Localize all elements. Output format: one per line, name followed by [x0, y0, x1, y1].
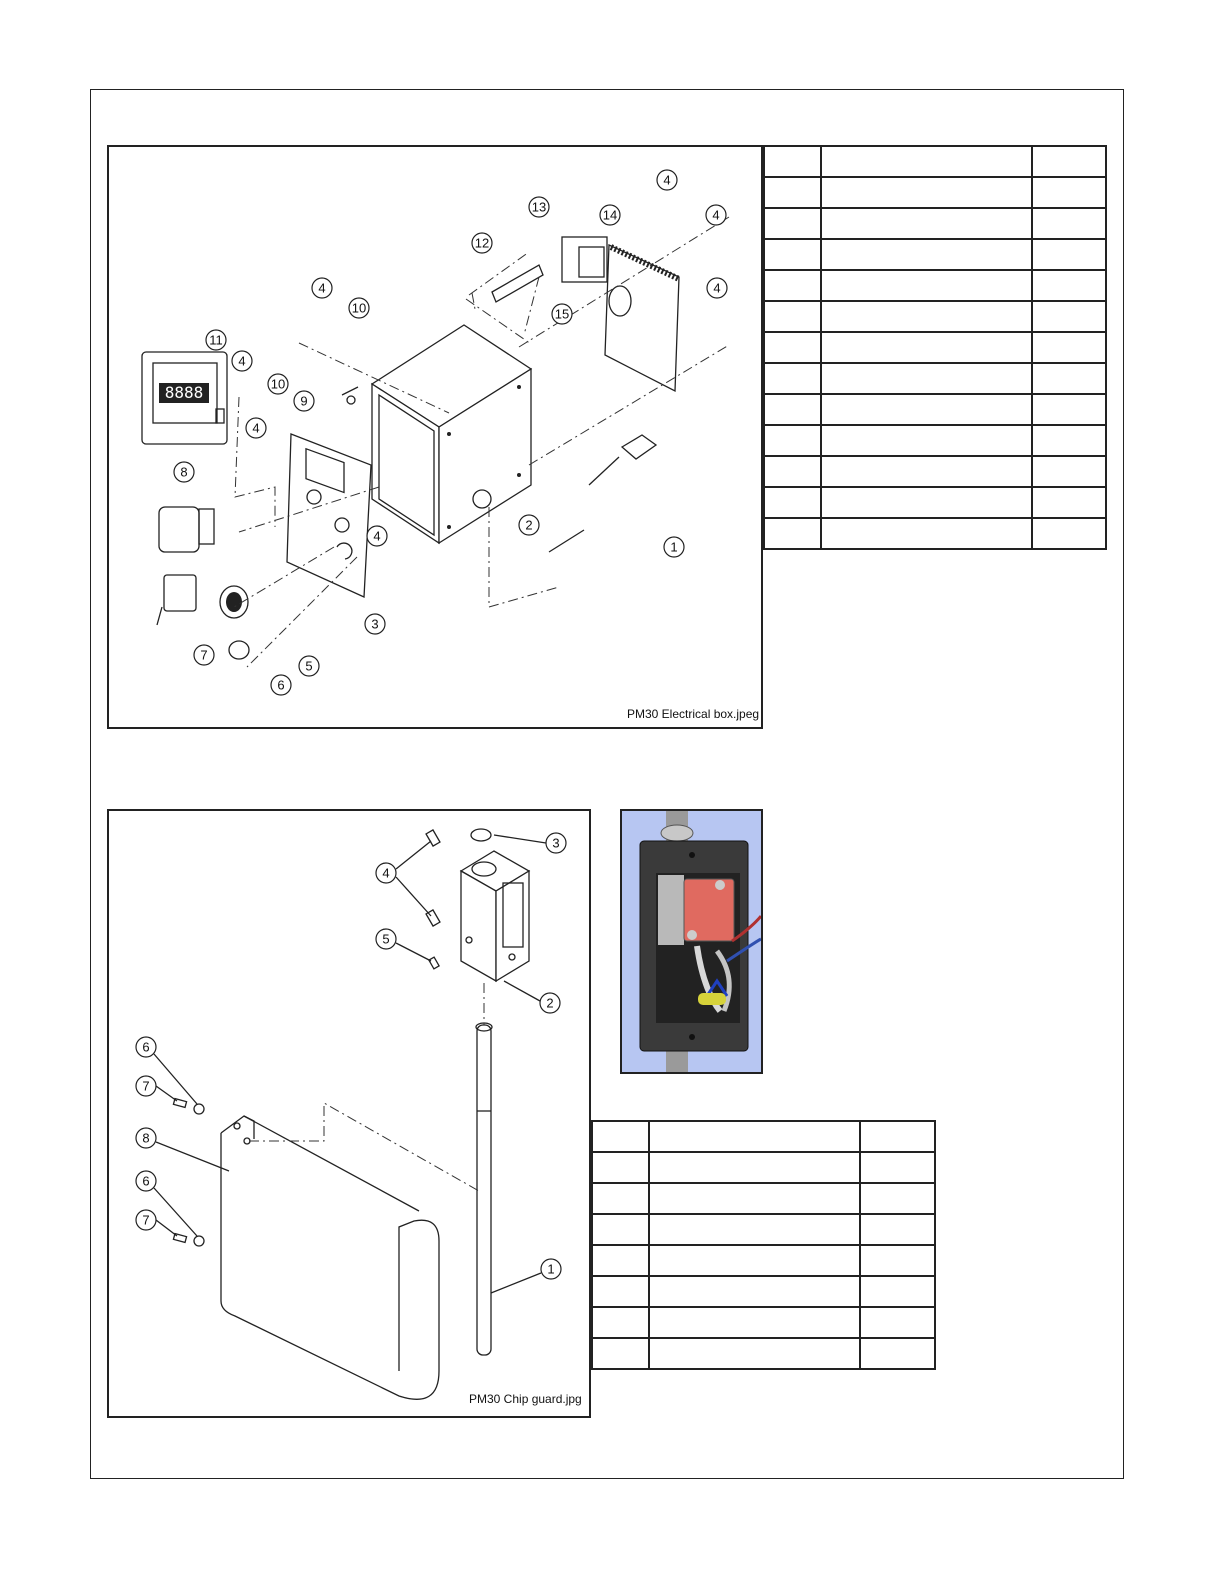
electrical-box-caption: PM30 Electrical box.jpeg: [627, 707, 760, 721]
chip-guard-parts-cell: [860, 1276, 935, 1307]
svg-text:7: 7: [142, 1078, 150, 1094]
callout-9: [294, 391, 314, 411]
electrical-parts-row: [764, 456, 1106, 487]
chip-guard-parts-cell: [860, 1121, 935, 1152]
chip-guard-caption: PM30 Chip guard.jpg: [469, 1392, 582, 1406]
callout-2: [519, 515, 539, 535]
chip-guard-parts-cell: [649, 1338, 860, 1369]
callout-3: [546, 833, 566, 853]
assembly-lines: [249, 983, 484, 1191]
chip-guard-parts-cell: [860, 1338, 935, 1369]
electrical-parts-cell: [764, 332, 821, 363]
electrical-parts-cell: [821, 177, 1032, 208]
electrical-parts-row: [764, 146, 1106, 177]
callout-10b: [268, 374, 288, 394]
power-cord: [549, 435, 656, 552]
svg-text:11: 11: [209, 332, 223, 348]
callout-1: [541, 1259, 561, 1279]
svg-text:3: 3: [371, 616, 379, 632]
svg-text:4: 4: [382, 865, 390, 881]
chip-guard-parts-cell: [649, 1183, 860, 1214]
svg-text:6: 6: [142, 1039, 150, 1055]
electrical-parts-cell: [821, 270, 1032, 301]
electrical-parts-cell: [821, 208, 1032, 239]
callout-8: [136, 1128, 156, 1148]
callout-13: [529, 197, 549, 217]
chip-guard-parts-cell: [860, 1245, 935, 1276]
svg-text:15: 15: [554, 306, 570, 322]
callout-5: [299, 656, 319, 676]
svg-text:13: 13: [531, 199, 547, 215]
chip-guard-parts-cell: [649, 1276, 860, 1307]
electrical-parts-cell: [1032, 394, 1106, 425]
electrical-parts-cell: [821, 239, 1032, 270]
chip-guard-parts-cell: [592, 1245, 649, 1276]
callout-1: [664, 537, 684, 557]
electrical-parts-row: [764, 425, 1106, 456]
chip-guard-parts-cell: [649, 1307, 860, 1338]
callout-4b: [706, 205, 726, 225]
electrical-parts-cell: [821, 518, 1032, 549]
callout-12: [472, 233, 492, 253]
electrical-parts-row: [764, 394, 1106, 425]
electrical-parts-row: [764, 177, 1106, 208]
callout-4: [376, 863, 396, 883]
electrical-parts-cell: [1032, 270, 1106, 301]
chip-guard-parts-cell: [592, 1152, 649, 1183]
electrical-parts-cell: [821, 394, 1032, 425]
chip-guard-parts-row: [592, 1121, 935, 1152]
electrical-parts-cell: [764, 425, 821, 456]
callout-11: [206, 330, 226, 350]
chip-guard-parts-cell: [860, 1183, 935, 1214]
chip-guard-parts-cell: [649, 1245, 860, 1276]
svg-text:4: 4: [318, 280, 326, 296]
callout-4e: [232, 351, 252, 371]
electrical-parts-cell: [764, 239, 821, 270]
svg-text:4: 4: [713, 280, 721, 296]
chip-guard-parts-row: [592, 1152, 935, 1183]
electrical-parts-cell: [1032, 146, 1106, 177]
electrical-parts-cell: [1032, 177, 1106, 208]
chip-guard-parts-cell: [592, 1276, 649, 1307]
callout-6b: [136, 1171, 156, 1191]
electrical-parts-cell: [764, 363, 821, 394]
svg-text:1: 1: [670, 539, 678, 555]
electrical-parts-cell: [1032, 487, 1106, 518]
electrical-parts-cell: [821, 425, 1032, 456]
callout-4d: [312, 278, 332, 298]
svg-text:10: 10: [351, 300, 367, 316]
callout-3: [365, 614, 385, 634]
chip-guard-parts-cell: [649, 1121, 860, 1152]
chip-guard-parts-row: [592, 1214, 935, 1245]
chip-guard-parts-cell: [860, 1152, 935, 1183]
svg-text:8: 8: [142, 1130, 150, 1146]
svg-text:7: 7: [142, 1212, 150, 1228]
electrical-box-parts-table: [763, 145, 1107, 550]
switch-bracket: [426, 829, 529, 981]
electrical-parts-cell: [821, 332, 1032, 363]
electrical-parts-cell: [1032, 208, 1106, 239]
chip-guard-parts-row: [592, 1307, 935, 1338]
callout-4c: [707, 278, 727, 298]
svg-text:4: 4: [373, 528, 381, 544]
electrical-parts-cell: [764, 208, 821, 239]
chip-guard-parts-table: [591, 1120, 936, 1370]
electrical-parts-cell: [1032, 332, 1106, 363]
callout-8: [174, 462, 194, 482]
electrical-parts-cell: [821, 146, 1032, 177]
electrical-parts-cell: [764, 146, 821, 177]
svg-text:8888: 8888: [164, 383, 204, 402]
callout-4f: [246, 418, 266, 438]
chip-guard-parts-cell: [592, 1338, 649, 1369]
electrical-parts-cell: [1032, 456, 1106, 487]
callout-2: [540, 993, 560, 1013]
electrical-parts-cell: [821, 487, 1032, 518]
digital-display: [142, 352, 227, 444]
shaft-rod: [476, 1023, 492, 1355]
electrical-parts-row: [764, 270, 1106, 301]
callout-6: [271, 675, 291, 695]
electrical-parts-row: [764, 332, 1106, 363]
chip-guard-parts-cell: [860, 1214, 935, 1245]
electrical-parts-cell: [1032, 239, 1106, 270]
svg-text:8: 8: [180, 464, 188, 480]
chip-guard-parts-cell: [860, 1307, 935, 1338]
callout-7a: [136, 1076, 156, 1096]
electrical-parts-cell: [764, 301, 821, 332]
callout-7b: [136, 1210, 156, 1230]
electrical-parts-cell: [1032, 363, 1106, 394]
svg-text:5: 5: [382, 931, 390, 947]
svg-text:6: 6: [142, 1173, 150, 1189]
svg-text:6: 6: [277, 677, 285, 693]
svg-text:4: 4: [712, 207, 720, 223]
chip-guard-parts-cell: [592, 1183, 649, 1214]
chip-guard-parts-cell: [649, 1214, 860, 1245]
callout-6a: [136, 1037, 156, 1057]
electrical-parts-cell: [1032, 425, 1106, 456]
front-plate: [287, 434, 371, 597]
electrical-parts-row: [764, 301, 1106, 332]
electrical-parts-row: [764, 518, 1106, 549]
electrical-parts-row: [764, 239, 1106, 270]
svg-text:4: 4: [663, 172, 671, 188]
chip-guard-parts-row: [592, 1183, 935, 1214]
chip-guard-parts-cell: [592, 1121, 649, 1152]
electrical-parts-cell: [1032, 518, 1106, 549]
svg-text:4: 4: [238, 353, 246, 369]
svg-text:14: 14: [602, 207, 618, 223]
callout-10a: [349, 298, 369, 318]
chip-guard-parts-row: [592, 1245, 935, 1276]
svg-text:12: 12: [474, 235, 490, 251]
callout-15: [552, 304, 572, 324]
svg-text:5: 5: [305, 658, 313, 674]
svg-text:2: 2: [525, 517, 533, 533]
svg-text:1: 1: [547, 1261, 555, 1277]
callout-14: [600, 205, 620, 225]
electrical-parts-row: [764, 363, 1106, 394]
chip-guard-parts-row: [592, 1276, 935, 1307]
electrical-parts-cell: [764, 177, 821, 208]
chip-guard-parts-cell: [649, 1152, 860, 1183]
svg-text:4: 4: [252, 420, 260, 436]
electrical-parts-row: [764, 208, 1106, 239]
callout-4a: [657, 170, 677, 190]
electrical-parts-cell: [764, 394, 821, 425]
callout-4g: [367, 526, 387, 546]
chip-guard-parts-cell: [592, 1214, 649, 1245]
svg-text:7: 7: [200, 647, 208, 663]
svg-text:2: 2: [546, 995, 554, 1011]
svg-text:10: 10: [270, 376, 286, 392]
limit-switch-photo: [620, 809, 763, 1074]
electrical-parts-cell: [764, 487, 821, 518]
chip-guard-shield: [173, 1099, 439, 1400]
callout-7: [194, 645, 214, 665]
svg-text:3: 3: [552, 835, 560, 851]
electrical-parts-cell: [821, 456, 1032, 487]
electrical-box-body: [372, 325, 531, 543]
electrical-parts-row: [764, 487, 1106, 518]
chip-guard-drawing: [107, 809, 591, 1418]
electrical-parts-cell: [764, 456, 821, 487]
electrical-parts-cell: [764, 518, 821, 549]
svg-text:9: 9: [300, 393, 308, 409]
electrical-box-drawing: [107, 145, 763, 729]
electrical-parts-cell: [821, 363, 1032, 394]
chip-guard-parts-row: [592, 1338, 935, 1369]
electrical-parts-cell: [821, 301, 1032, 332]
chip-guard-parts-cell: [592, 1307, 649, 1338]
electrical-parts-cell: [1032, 301, 1106, 332]
callout-5: [376, 929, 396, 949]
electrical-parts-cell: [764, 270, 821, 301]
